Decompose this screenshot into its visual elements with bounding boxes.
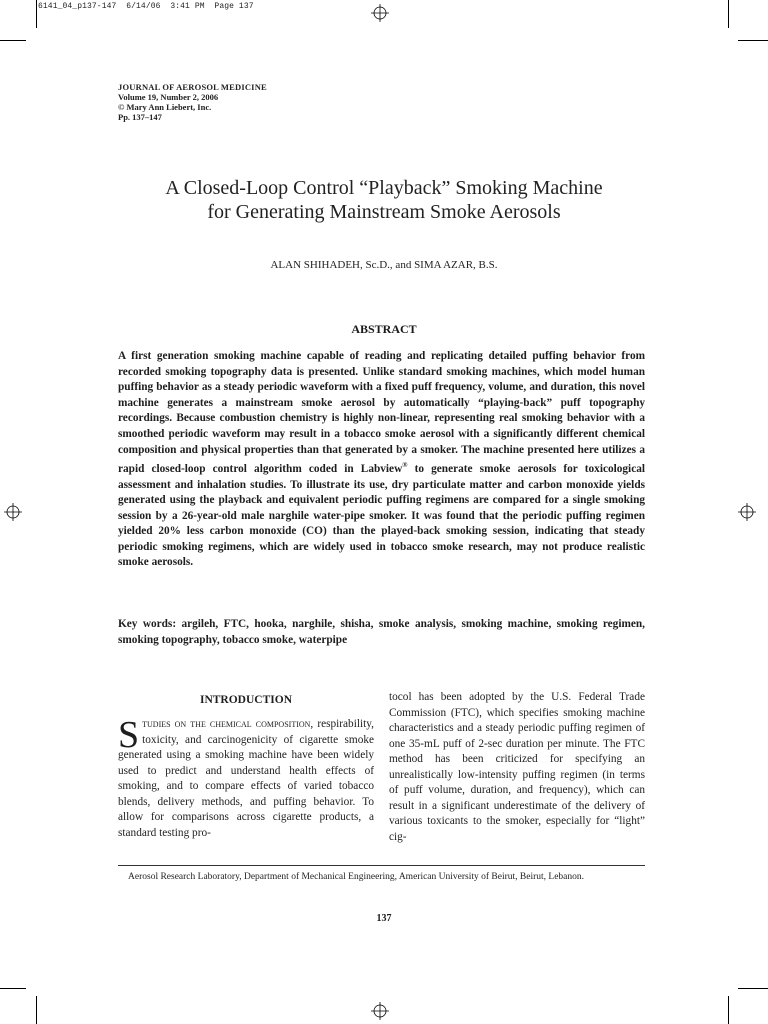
crop-mark-top-right-vertical: [728, 0, 729, 28]
crop-mark-bottom-right-horizontal: [738, 988, 768, 989]
keywords: Key words: argileh, FTC, hooka, narghile, shisha, smoke analysis, smoking machine, smoking regimen, smoking topography, tobacco smoke, waterpipe: [118, 618, 645, 646]
crop-mark-top-right-horizontal: [738, 40, 768, 41]
article-title-line-2: for Generating Mainstream Smoke Aerosols: [207, 201, 561, 223]
journal-pages: Pp. 137–147: [118, 112, 162, 122]
article-title: [100, 176, 668, 224]
article-authors: ALAN SHIHADEH, Sc.D., and SIMA AZAR, B.S.: [270, 259, 498, 271]
introduction-right-text: tocol has been adopted by the U.S. Federal Trade Commission (FTC), which specifies smoking machine characteristics and a steady periodic puffing regimen of one 35-mL puff of 2-sec duration per minute. The FTC method has been criticized for specifying an unrealistically low-intensity puffing regimen (in terms of puff volume, duration, and frequency), which can result in a significant underestimate of the delivery of various toxicants to the smoker, especially for “light” cig-: [389, 691, 645, 843]
footnote-rule: [118, 865, 645, 866]
journal-name: JOURNAL OF AEROSOL MEDICINE: [118, 82, 267, 92]
registration-mark-top: [371, 4, 389, 22]
journal-copyright: © Mary Ann Liebert, Inc.: [118, 102, 212, 112]
abstract-heading: ABSTRACT: [351, 322, 417, 336]
journal-volume: Volume 19, Number 2, 2006: [118, 92, 219, 102]
introduction-left-text: , respirability, toxicity, and carcinogenicity of cigarette smoke generated using a smoking machine have been widely used to predict and understand health effects of smoking, and to compare effects of varied tobacco blends, delivery methods, and puffing behavior. To allow for comparisons across cigarette products, a standard testing pro-: [118, 718, 374, 839]
crop-mark-bottom-left-vertical: [36, 996, 37, 1024]
journal-header: [118, 82, 267, 122]
abstract-text-part-2: to generate smoke aerosols for toxicological assessment and inhalation studies. To illustrate its use, dry particulate matter and carbon monoxide yields generated using the playback and equivalent periodic puffing regimens are compared for a single smoking session by a 26-year-old male narghile water-pipe smoker. It was found that the periodic puffing regimen yielded 20% less carbon monoxide (CO) than the played-back smoking session, indicating that steady periodic smoking regimens, which are widely used in tobacco smoke research, may not produce realistic smoke aerosols.: [118, 462, 645, 569]
abstract-text-part-1: A first generation smoking machine capable of reading and replicating detailed puffing behavior from recorded smoking topography data is presented. Unlike standard smoking machines, which model human puffing behavior as a steady periodic waveform with a fixed puff frequency, volume, and duration, this novel machine generates a mainstream smoke aerosol by automatically “playing-back” puff topography recordings. Because combustion chemistry is highly non-linear, representing real smoking behavior with a smoothed periodic waveform may result in a tobacco smoke aerosol with a significantly different chemical composition and physical properties than that generated by a smoker. The machine presented here utilizes a rapid closed-loop control algorithm coded in Labview: [118, 350, 645, 475]
abstract-body: [118, 349, 645, 571]
crop-mark-top-left-horizontal: [0, 40, 26, 41]
crop-mark-top-left-vertical: [36, 0, 37, 28]
introduction-paragraph: [118, 714, 374, 841]
page-number: 137: [376, 913, 392, 924]
registration-mark-bottom: [371, 1002, 389, 1020]
printer-slug: 6141_04_p137-147 6/14/06 3:41 PM Page 137: [38, 2, 254, 11]
drop-cap: S: [118, 714, 140, 756]
introduction-right-column: [389, 690, 645, 845]
crop-mark-bottom-left-horizontal: [0, 988, 26, 989]
registration-mark-left: [4, 503, 22, 521]
introduction-left-column: [118, 692, 374, 841]
affiliation-footnote: [118, 871, 645, 884]
crop-mark-bottom-right-vertical: [728, 996, 729, 1024]
registration-mark-right: [738, 503, 756, 521]
introduction-lead-in: tudies on the chemical composition: [142, 718, 311, 730]
registered-mark: ®: [402, 461, 408, 470]
affiliation-text: Aerosol Research Laboratory, Department of Mechanical Engineering, American University of Beirut, Beirut, Lebanon.: [128, 872, 585, 882]
introduction-heading: INTRODUCTION: [199, 694, 292, 706]
article-title-line-1: A Closed-Loop Control “Playback” Smoking Machine: [165, 177, 603, 199]
